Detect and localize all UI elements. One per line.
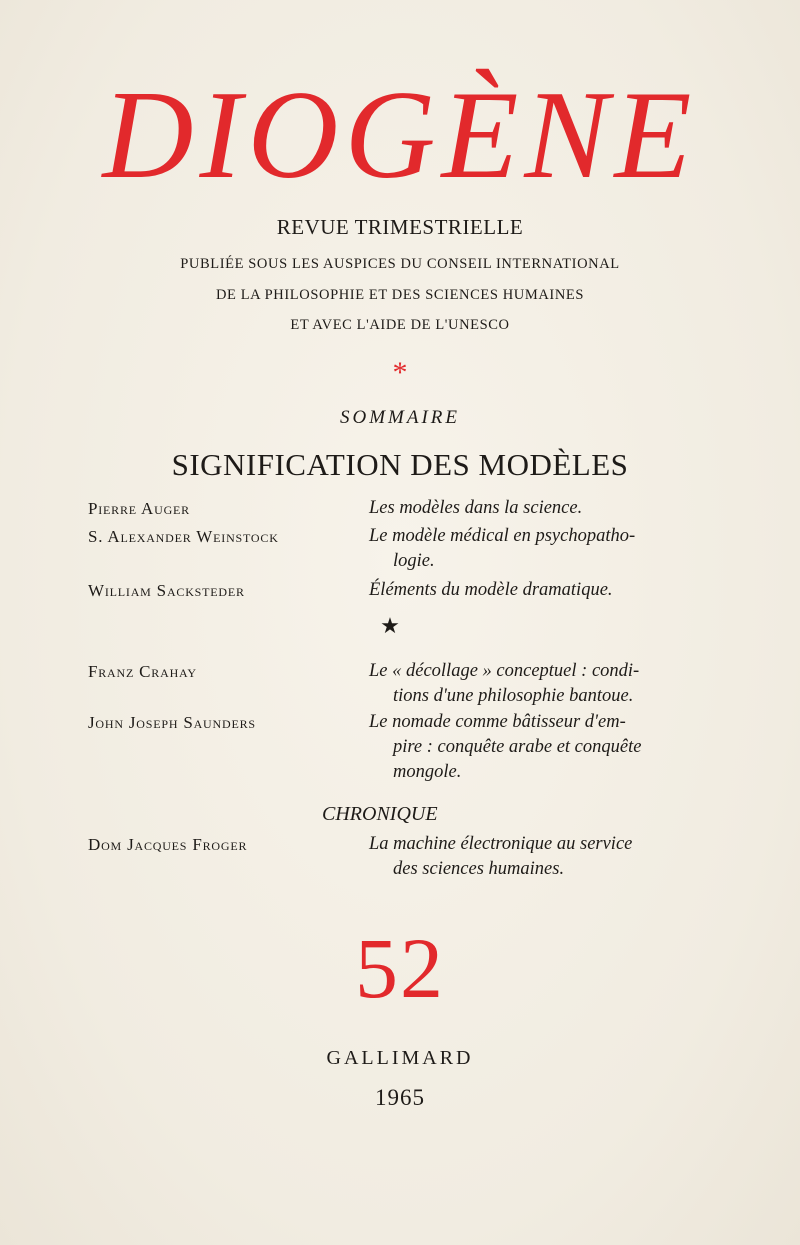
auspices-line: PUBLIÉE SOUS LES AUSPICES DU CONSEIL INTERNATIONAL	[180, 256, 620, 272]
contents-title-line: mongole.	[393, 762, 462, 782]
publisher-name: GALLIMARD	[326, 1047, 474, 1069]
red-star-ornament: *	[392, 356, 408, 389]
issue-number: 52	[355, 920, 445, 1016]
contents-author: Dom Jacques Froger	[88, 835, 248, 854]
contents-author: Pierre Auger	[88, 499, 190, 518]
contents-title-line: Éléments du modèle dramatique.	[369, 580, 613, 600]
contents-author: William Sacksteder	[88, 581, 245, 600]
contents-title-line: La machine électronique au service	[369, 834, 633, 854]
contents-title-line: Le « décollage » conceptuel : condi-	[369, 661, 640, 681]
auspices-line: ET AVEC L'AIDE DE L'UNESCO	[290, 317, 510, 333]
contents-title	[369, 496, 709, 521]
journal-title: DIOGÈNE	[102, 66, 698, 205]
contents-title	[369, 659, 709, 709]
contents-title-line: pire : conquête arabe et conquête	[393, 737, 642, 757]
contents-author: S. Alexander Weinstock	[88, 527, 279, 546]
contents-title-line: Le modèle médical en psychopatho-	[369, 526, 636, 546]
contents-title-line: Les modèles dans la science.	[369, 498, 583, 518]
issue-theme: SIGNIFICATION DES MODÈLES	[171, 447, 629, 482]
contents-title-line: des sciences humaines.	[393, 859, 565, 879]
auspices-line: DE LA PHILOSOPHIE ET DES SCIENCES HUMAINES	[215, 287, 585, 303]
contents-title	[369, 710, 709, 785]
contents-title-line: logie.	[393, 551, 435, 571]
journal-subtitle: REVUE TRIMESTRIELLE	[276, 215, 524, 239]
contents-title	[369, 832, 709, 882]
sommaire-heading: SOMMAIRE	[339, 407, 461, 428]
contents-title	[369, 524, 709, 574]
contents-author: Franz Crahay	[88, 662, 197, 681]
contents-title-line: Le nomade comme bâtisseur d'em-	[369, 712, 626, 732]
chronique-heading: CHRONIQUE	[322, 803, 438, 825]
publication-year: 1965	[375, 1085, 425, 1110]
contents-author: John Joseph Saunders	[88, 713, 256, 732]
contents-title	[369, 578, 709, 603]
black-star-ornament: ★	[380, 613, 400, 638]
contents-title-line: tions d'une philosophie bantoue.	[393, 686, 634, 706]
